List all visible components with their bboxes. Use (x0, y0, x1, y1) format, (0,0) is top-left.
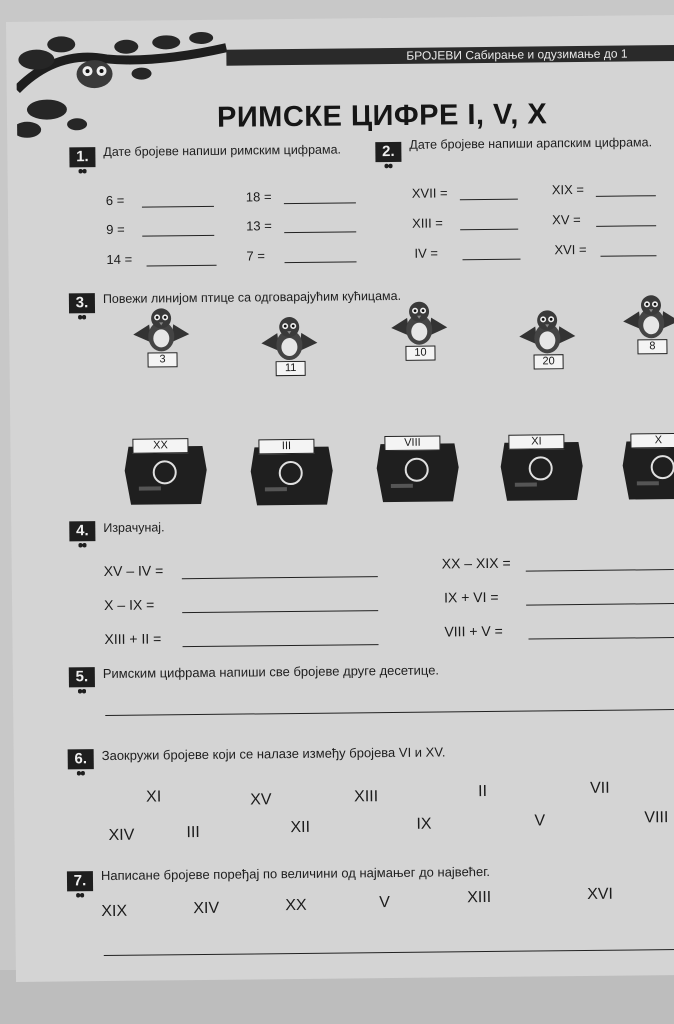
choice-number[interactable]: XI (146, 788, 162, 806)
birdhouse[interactable] (496, 426, 587, 507)
birdhouse-number-tag: III (258, 439, 314, 455)
task-1-item: 13 = (246, 218, 272, 234)
bird-number-tag: 3 (147, 352, 177, 367)
answer-line[interactable] (596, 195, 656, 197)
task-4-item: VIII + V = (444, 622, 503, 640)
choice-number[interactable]: XII (290, 818, 311, 837)
answer-line[interactable] (182, 610, 378, 613)
bird-number-tag: 20 (534, 354, 564, 369)
birdhouse-number-tag: XI (508, 434, 564, 450)
task-5-number: 5. (69, 667, 95, 687)
bird-picture[interactable] (517, 308, 578, 371)
answer-line[interactable] (284, 202, 356, 204)
choice-number[interactable]: V (534, 812, 546, 830)
task-1-item: 6 = (105, 192, 125, 208)
task-3-instruction: Повежи линијом птице са одговарајућим кућицама. (102, 288, 402, 307)
birdhouse[interactable] (120, 430, 211, 511)
task-4-instruction: Израчунај. (103, 520, 165, 536)
answer-line[interactable] (104, 949, 674, 956)
task-2-item: XIX = (551, 181, 585, 198)
choice-number[interactable]: VII (589, 779, 610, 797)
task-4-item: XV – IV = (103, 562, 164, 580)
bird-icon (621, 293, 674, 344)
task-4-item: XIII + II = (104, 630, 162, 648)
answer-line[interactable] (528, 637, 674, 640)
bird-picture[interactable] (131, 306, 192, 369)
bird-icon (259, 315, 320, 366)
task-2-number: 2. (375, 142, 401, 162)
task-1-item: 9 = (106, 221, 125, 237)
bird-icon (517, 308, 578, 359)
choice-number[interactable]: XV (250, 791, 272, 809)
answer-line[interactable] (142, 206, 214, 208)
answer-line[interactable] (596, 225, 656, 227)
choice-number[interactable]: VIII (644, 809, 669, 827)
choice-number[interactable]: III (186, 824, 200, 842)
order-number: V (379, 894, 391, 912)
choice-number[interactable]: XIII (354, 788, 379, 806)
task-2-item: XIII = (412, 215, 443, 231)
answer-line[interactable] (460, 229, 518, 231)
bird-icon (389, 299, 450, 350)
answer-line[interactable] (460, 199, 518, 201)
task-1-item: 14 = (106, 251, 133, 267)
order-number: XIV (193, 899, 220, 918)
birdhouse-number-tag: VIII (384, 435, 440, 451)
answer-line[interactable] (284, 231, 356, 233)
page-title: РИМСКЕ ЦИФРЕ I, V, X (216, 98, 548, 134)
bird-picture[interactable] (621, 293, 674, 356)
task-2-item: XV = (552, 211, 581, 228)
task-2-instruction: Дате бројеве напиши арапским цифрама. (409, 135, 653, 152)
answer-line[interactable] (142, 235, 214, 237)
task-4-item: IX + VI = (443, 588, 499, 606)
bird-icon (131, 306, 192, 357)
choice-number[interactable]: IX (416, 815, 432, 833)
task-1-item: 7 = (246, 248, 265, 264)
bird-number-tag: 8 (637, 339, 667, 354)
answer-line[interactable] (147, 265, 217, 267)
choice-number[interactable]: II (477, 783, 488, 801)
answer-line[interactable] (105, 709, 674, 716)
birdhouse-number-tag: X (630, 433, 674, 449)
tree-owl-illustration (16, 28, 237, 140)
task-7-instruction: Написане бројеве поређај по величини од најмањег до највећег. (100, 863, 491, 884)
task-6-number: 6. (68, 749, 94, 769)
bird-picture[interactable] (259, 315, 320, 378)
task-6-instruction: Заокружи бројеве који се налазе између бројева VI и XV. (101, 744, 446, 764)
worksheet-page (6, 15, 674, 982)
order-number: XIX (101, 902, 128, 921)
answer-line[interactable] (183, 644, 379, 647)
answer-line[interactable] (182, 576, 378, 579)
task-4-item: XX – XIX = (441, 554, 511, 572)
answer-line[interactable] (463, 259, 521, 261)
birdhouse[interactable] (372, 427, 463, 508)
task-2-item: XVII = (411, 185, 448, 201)
task-4-number: 4. (69, 521, 95, 541)
task-4-item: X – IX = (104, 596, 155, 614)
bird-number-tag: 10 (405, 346, 435, 361)
answer-line[interactable] (600, 255, 656, 257)
order-number: XX (285, 896, 307, 915)
bird-number-tag: 11 (276, 361, 306, 376)
task-7-number: 7. (67, 871, 93, 891)
task-3-number: 3. (69, 293, 95, 313)
order-number: XVI (587, 885, 614, 903)
header-band-text: БРОЈЕВИ Сабирање и одузимање до 1 (406, 46, 628, 63)
task-1-number: 1. (69, 147, 95, 167)
birdhouse[interactable] (618, 425, 674, 506)
answer-line[interactable] (285, 261, 357, 263)
birdhouse-number-tag: XX (132, 438, 188, 454)
answer-line[interactable] (526, 569, 674, 572)
task-5-instruction: Римским цифрама напиши све бројеве друге десетице. (102, 662, 440, 682)
bird-picture[interactable] (389, 299, 450, 362)
choice-number[interactable]: XIV (108, 826, 135, 844)
birdhouse[interactable] (246, 431, 337, 512)
order-number: XIII (467, 888, 492, 907)
task-1-instruction: Дате бројеве напиши римским цифрама. (103, 142, 342, 159)
task-1-item: 18 = (245, 189, 272, 205)
answer-line[interactable] (526, 603, 674, 606)
task-2-item: XVI = (554, 241, 587, 258)
task-2-item: IV = (414, 245, 439, 261)
